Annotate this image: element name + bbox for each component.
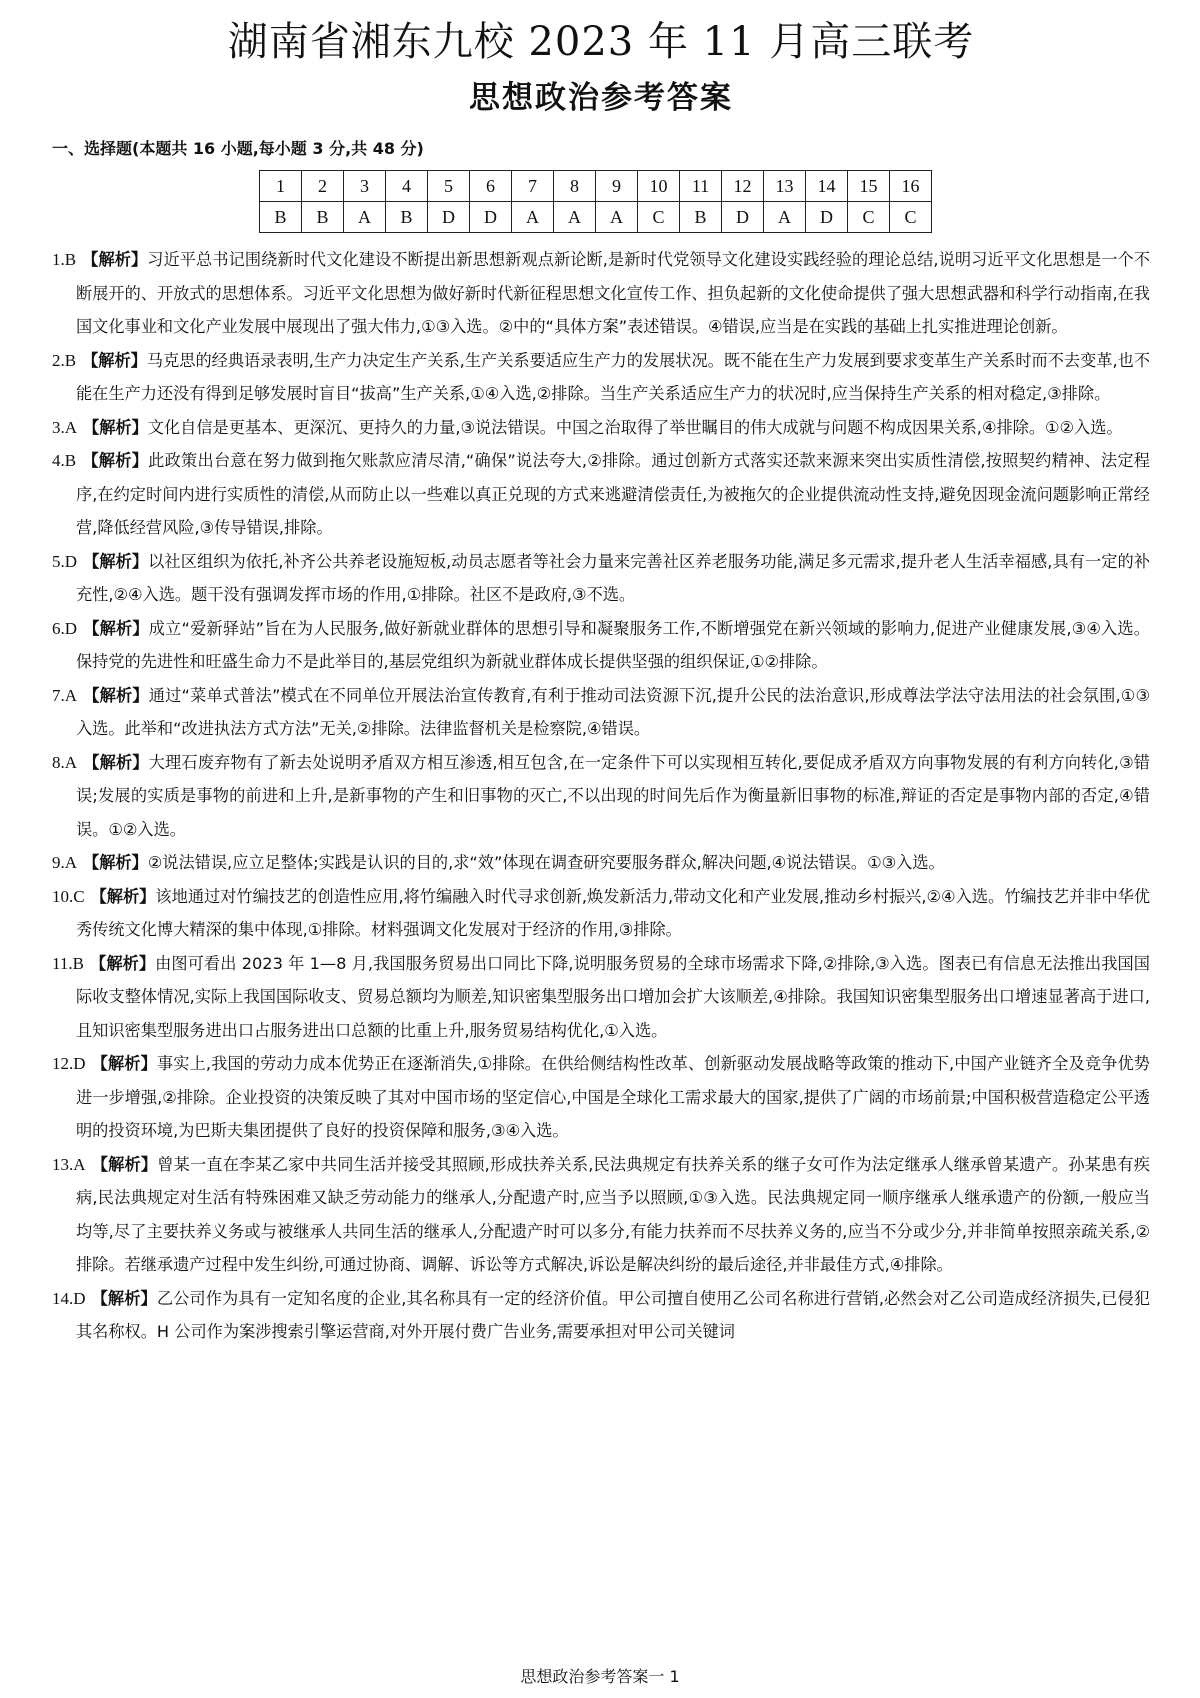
explanation-item (52, 444, 1150, 545)
question-number: 4. (52, 451, 65, 470)
page-footer: 思想政治参考答案一 1 (520, 1667, 680, 1686)
explanation-item (52, 1282, 1150, 1349)
answer-key: D (73, 1288, 86, 1308)
analysis-tag: 【解析】 (83, 853, 148, 872)
question-number: 3. (52, 417, 65, 437)
question-number-cell: 2 (302, 171, 344, 202)
explanation-text: 曾某一直在李某乙家中共同生活并接受其照顾,形成扶养关系,民法典规定有扶养关系的继子女可作为法定继承人继承曾某遗产。孙某患有疾病,民法典规定对生活有特殊困难又缺乏劳动能力的继承人,分配遗产时,应当予以照顾,①③入选。民法典规定同一顺序继承人继承遗产的份额,一般应当均等,尽了主要扶养义务或与被继承人共同生活的继承人,分配遗产时可以多分,有能力扶养而不尽扶养义务的,应当不分或少分,并非简单按照亲疏关系,②排除。若继承遗产过程中发生纠纷,可通过协商、调解、诉讼等方式解决,诉讼是解决纠纷的最后途径,并非最佳方式,④排除。 (76, 1154, 1150, 1274)
explanation-item (52, 344, 1150, 411)
analysis-tag: 【解析】 (83, 417, 148, 437)
analysis-tag: 【解析】 (82, 250, 148, 269)
answer-cell: A (512, 202, 554, 233)
question-number-cell: 15 (848, 171, 890, 202)
analysis-tag: 【解析】 (82, 451, 149, 470)
explanation-text: 成立“爱新驿站”旨在为人民服务,做好新就业群体的思想引导和凝聚服务工作,不断增强党在新兴领域的影响力,促进产业健康发展,③④入选。保持党的先进性和旺盛生命力不是此举目的,基层党组织为新就业群体成长提供坚强的组织保证,①②排除。 (76, 618, 1150, 671)
analysis-tag: 【解析】 (90, 886, 156, 906)
section-title: 一、选择题(本题共 16 小题,每小题 3 分,共 48 分) (52, 139, 424, 158)
explanation-text: 大理石废弃物有了新去处说明矛盾双方相互渗透,相互包含,在一定条件下可以实现相互转化,要促成矛盾双方向事物发展的有利方向转化,③错误;发展的实质是事物的前进和上升,是新事物的产生和旧事物的灭亡,不以出现的时间先后作为衡量新旧事物的标准,辩证的否定是事物内部的否定,④错误。①②入选。 (76, 752, 1150, 839)
analysis-tag: 【解析】 (83, 752, 149, 772)
answer-key: B (64, 451, 77, 470)
question-number: 13. (52, 1154, 74, 1174)
answer-key: B (72, 953, 84, 973)
answer-cell: B (386, 202, 428, 233)
answer-cell: B (680, 202, 722, 233)
question-number: 9. (52, 853, 65, 872)
explanation-text: 文化自信是更基本、更深沉、更持久的力量,③说法错误。中国之治取得了举世瞩目的伟大成就与问题不构成因果关系,④排除。①②入选。 (147, 417, 1123, 437)
analysis-tag: 【解析】 (83, 685, 149, 705)
question-number-cell: 4 (386, 171, 428, 202)
explanation-text: ②说法错误,应立足整体;实践是认识的目的,求“效”体现在调查研究要服务群众,解决问题,④说法错误。①③入选。 (147, 853, 945, 872)
explanation-item (52, 746, 1150, 847)
question-number: 1. (52, 250, 65, 269)
explanation-list (52, 243, 1150, 1349)
question-number: 2. (52, 350, 65, 370)
analysis-tag: 【解析】 (83, 618, 149, 638)
explanation-text: 马克思的经典语录表明,生产力决定生产关系,生产关系要适应生产力的发展状况。既不能在生产力发展到要求变革生产关系时而不去变革,也不能在生产力还没有得到足够发展时盲目“拔高”生产关系,①④入选,②排除。当生产关系适应生产力的状况时,应当保持生产关系的相对稳定,③排除。 (76, 350, 1151, 403)
answer-key: D (64, 551, 78, 571)
explanation-item (52, 947, 1150, 1048)
answer-cell: A (596, 202, 638, 233)
explanation-text: 该地通过对竹编技艺的创造性应用,将竹编融入时代寻求创新,焕发新活力,带动文化和产业发展,推动乡村振兴,②④入选。竹编技艺并非中华优秀传统文化博大精深的集中体现,①排除。材料强调文化发展对于经济的作用,③排除。 (76, 886, 1151, 939)
answer-cell: D (470, 202, 512, 233)
answer-cell: C (638, 202, 680, 233)
explanation-text: 以社区组织为依托,补齐公共养老设施短板,动员志愿者等社会力量来完善社区养老服务功能,满足多元需求,提升老人生活幸福感,具有一定的补充性,②④入选。题干没有强调发挥市场的作用,①排除。社区不是政府,③不选。 (76, 551, 1150, 604)
answer-table-answer-row (260, 202, 932, 233)
explanation-text: 乙公司作为具有一定知名度的企业,其名称具有一定的经济价值。甲公司擅自使用乙公司名称进行营销,必然会对乙公司造成经济损失,已侵犯其名称权。H 公司作为案涉搜索引擎运营商,对外开展付费广告业务,需要承担对甲公司关键词 (76, 1288, 1151, 1341)
answer-key: A (73, 1154, 86, 1174)
answer-cell: D (806, 202, 848, 233)
answer-cell: C (848, 202, 890, 233)
explanation-item (52, 545, 1150, 612)
analysis-tag: 【解析】 (91, 1054, 157, 1073)
question-number-cell: 16 (890, 171, 932, 202)
analysis-tag: 【解析】 (83, 551, 149, 571)
answer-table-number-row (260, 171, 932, 202)
analysis-tag: 【解析】 (82, 350, 147, 370)
question-number-cell: 14 (806, 171, 848, 202)
question-number: 5. (52, 551, 65, 571)
explanation-text: 此政策出台意在努力做到拖欠账款应清尽清,“确保”说法夸大,②排除。通过创新方式落实还款来源来突出实质性清偿,按照契约精神、法定程序,在约定时间内进行实质性的清偿,从而防止以一些难以真正兑现的方式来逃避清偿责任,为被拖欠的企业提供流动性支持,避免因现金流问题影响正常经营,降低经营风险,③传导错误,排除。 (76, 451, 1150, 537)
question-number-cell: 7 (512, 171, 554, 202)
answer-key: B (64, 250, 77, 269)
answer-cell: D (428, 202, 470, 233)
answer-cell: D (722, 202, 764, 233)
question-number: 10. (52, 886, 74, 906)
answer-key: D (64, 618, 78, 638)
answer-key: A (64, 853, 78, 872)
question-number-cell: 9 (596, 171, 638, 202)
question-number-cell: 10 (638, 171, 680, 202)
answer-cell: A (554, 202, 596, 233)
answer-key: C (73, 886, 85, 906)
question-number: 11. (52, 953, 73, 973)
explanation-text: 习近平总书记围绕新时代文化建设不断提出新思想新观点新论断,是新时代党领导文化建设实践经验的理论总结,说明习近平文化思想是一个不断展开的、开放式的思想体系。习近平文化思想为做好新时代新征程思想文化宣传工作、担负起新的文化使命提供了强大思想武器和科学行动指南,在我国文化事业和文化产业发展中展现出了强大伟力,①③入选。②中的“具体方案”表述错误。④错误,应当是在实践的基础上扎实推进理论创新。 (76, 250, 1150, 336)
explanation-item (52, 612, 1150, 679)
question-number-cell: 12 (722, 171, 764, 202)
analysis-tag: 【解析】 (91, 1154, 158, 1174)
answer-key: D (73, 1054, 86, 1073)
answer-cell: B (302, 202, 344, 233)
question-number-cell: 11 (680, 171, 722, 202)
explanation-item (52, 1148, 1150, 1282)
explanation-item (52, 411, 1150, 445)
explanation-text: 事实上,我国的劳动力成本优势正在逐渐消失,①排除。在供给侧结构性改革、创新驱动发展战略等政策的推动下,中国产业链齐全及竞争优势进一步增强,②排除。企业投资的决策反映了其对中国市场的坚定信心,中国是全球化工需求最大的国家,提供了广阔的市场前景;中国积极营造稳定公平透明的投资环境,为巴斯夫集团提供了良好的投资保障和服务,③④入选。 (76, 1054, 1150, 1140)
answer-key: A (64, 685, 78, 705)
answer-cell: A (764, 202, 806, 233)
question-number-cell: 8 (554, 171, 596, 202)
question-number-cell: 6 (470, 171, 512, 202)
answer-cell: A (344, 202, 386, 233)
question-number-cell: 3 (344, 171, 386, 202)
answer-cell: B (260, 202, 302, 233)
explanation-item (52, 846, 1150, 880)
explanation-item (52, 1047, 1150, 1148)
question-number-cell: 13 (764, 171, 806, 202)
answer-key: A (64, 417, 78, 437)
explanation-item (52, 679, 1150, 746)
answer-key: A (64, 752, 78, 772)
question-number-cell: 1 (260, 171, 302, 202)
question-number: 14. (52, 1288, 74, 1308)
analysis-tag: 【解析】 (91, 1288, 157, 1308)
analysis-tag: 【解析】 (89, 953, 156, 973)
explanation-item (52, 880, 1150, 947)
explanation-text: 由图可看出 2023 年 1—8 月,我国服务贸易出口同比下降,说明服务贸易的全球市场需求下降,②排除,③入选。图表已有信息无法推出我国国际收支整体情况,实际上我国国际收支、贸易总额均为顺差,知识密集型服务出口增加会扩大该顺差,④排除。我国知识密集型服务出口增速显著高于进口,且知识密集型服务进出口占服务进出口总额的比重上升,服务贸易结构优化,①入选。 (76, 953, 1150, 1040)
question-number-cell: 5 (428, 171, 470, 202)
exam-title: 湖南省湘东九校 2023 年 11 月高三联考 (227, 19, 975, 65)
question-number: 6. (52, 618, 65, 638)
document-subtitle: 思想政治参考答案 (469, 80, 733, 116)
answer-cell: C (890, 202, 932, 233)
question-number: 12. (52, 1054, 74, 1073)
explanation-item (52, 243, 1150, 344)
explanation-text: 通过“菜单式普法”模式在不同单位开展法治宣传教育,有利于推动司法资源下沉,提升公民的法治意识,形成尊法学法守法用法的社会氛围,①③入选。此举和“改进执法方式方法”无关,②排除。法律监督机关是检察院,④错误。 (76, 685, 1150, 738)
answer-table (259, 170, 932, 233)
question-number: 8. (52, 752, 65, 772)
answer-key: B (64, 350, 77, 370)
question-number: 7. (52, 685, 65, 705)
